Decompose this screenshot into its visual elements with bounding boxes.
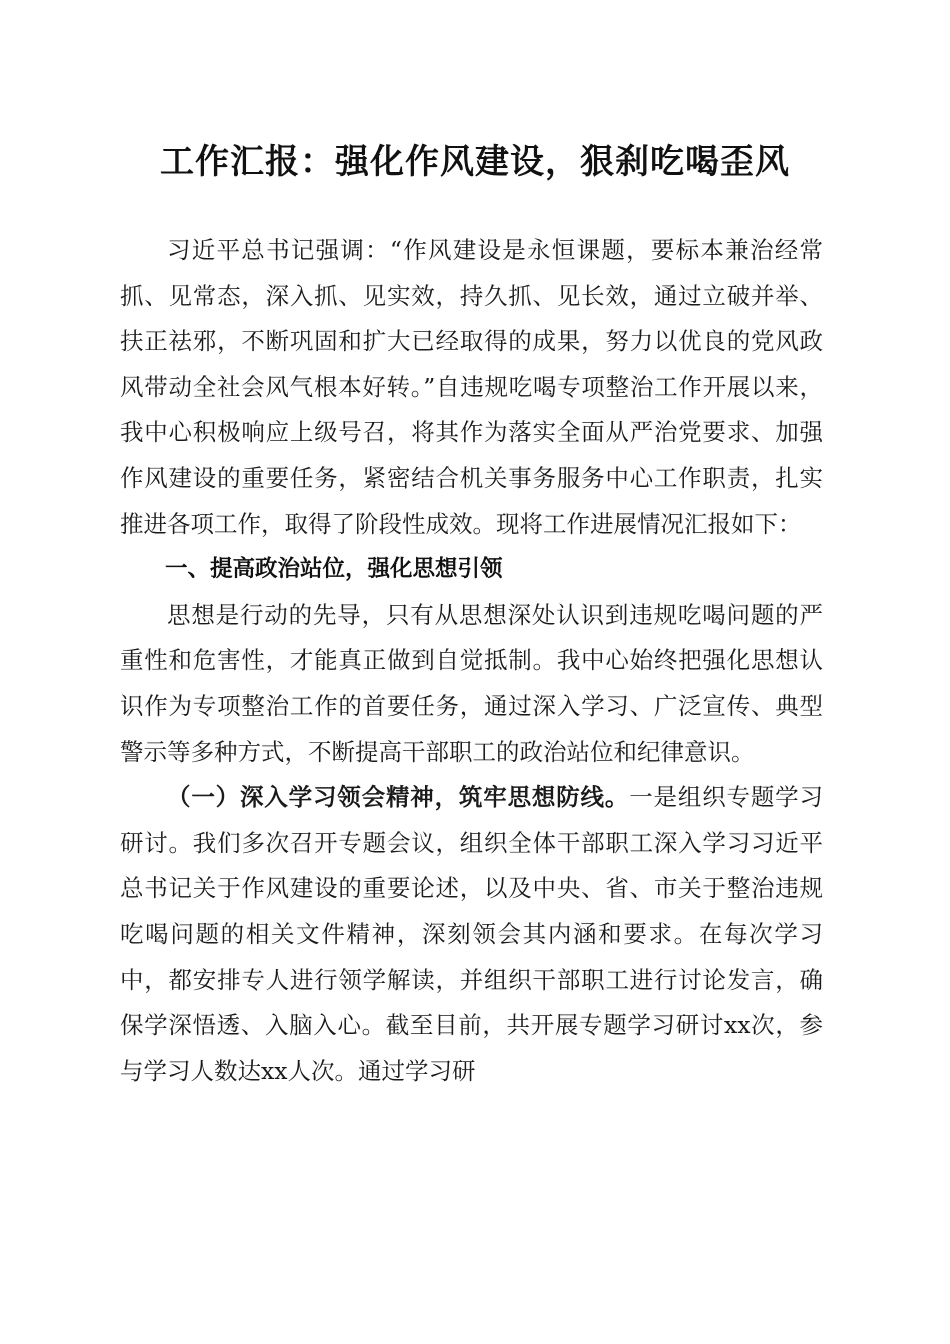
document-title: 工作汇报：强化作风建设，狠刹吃喝歪风 <box>160 142 790 182</box>
subsection-body: 一是组织专题学习研讨。我们多次召开专题会议，组织全体干部职工深入学习习近平总书记关于作风建设的重要论述，以及中央、省、市关于整治违规吃喝问题的相关文件精神，深刻领会其内涵和要求。在每次学习中，都安排专人进行领学解读，并组织干部职工进行讨论发言，确保学深悟透、入脑入心。截至目前，共开展专题学习研讨xx次，参与学习人数达xx人次。通过学习研 <box>120 783 824 1085</box>
intro-paragraph: 习近平总书记强调：“作风建设是永恒课题，要标本兼治经常抓、见常态，深入抓、见实效，持久抓、见长效，通过立破并举、扶正祛邪，不断巩固和扩大已经取得的成果，努力以优良的党风政风带动全社会风气根本好转。”自违规吃喝专项整治工作开展以来，我中心积极响应上级号召，将其作为落实全面从严治党要求、加强作风建设的重要任务，紧密结合机关事务服务中心工作职责，扎实推进各项工作，取得了阶段性成效。现将工作进展情况汇报如下： <box>120 236 823 538</box>
section-body-paragraph: 思想是行动的先导，只有从思想深处认识到违规吃喝问题的严重性和危害性，才能真正做到自觉抵制。我中心始终把强化思想认识作为专项整治工作的首要任务，通过深入学习、广泛宣传、典型警示等多种方式，不断提高干部职工的政治站位和纪律意识。 <box>120 600 823 766</box>
subsection-heading: （一）深入学习领会精神，筑牢思想防线。 <box>167 783 630 812</box>
subsection-paragraph <box>120 775 823 1094</box>
section-heading: 一、提高政治站位，强化思想引领 <box>165 556 503 583</box>
document-body <box>120 228 823 1094</box>
